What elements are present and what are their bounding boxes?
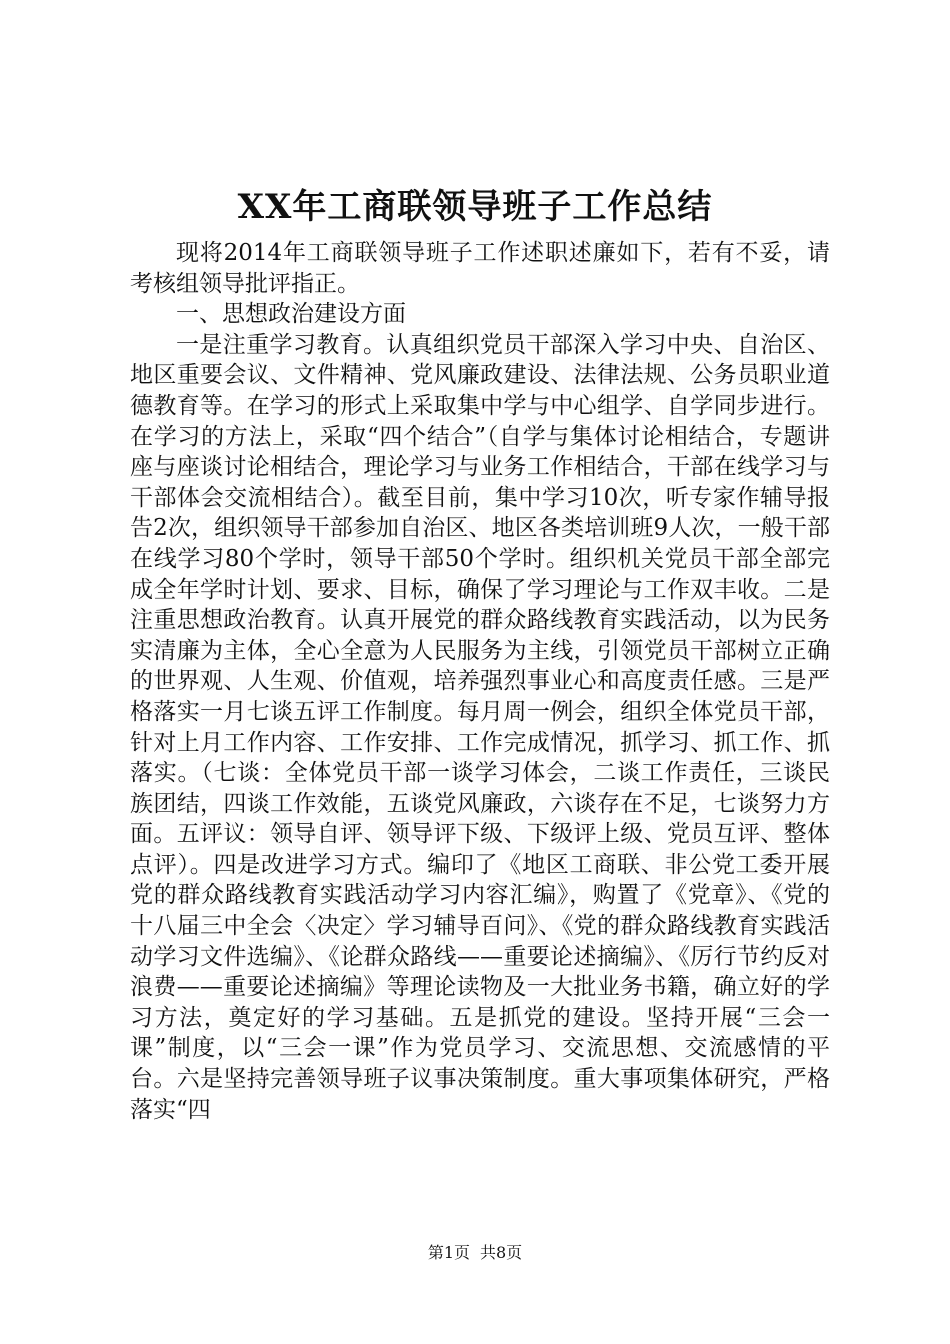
document-title: XX年工商联领导班子工作总结 <box>237 187 713 227</box>
page-number: 第1页 <box>427 1243 470 1262</box>
document-body <box>130 238 830 1125</box>
page-total: 共8页 <box>480 1243 523 1262</box>
body-paragraph: 一是注重学习教育。认真组织党员干部深入学习中央、自治区、地区重要会议、文件精神、党风廉政建设、法律法规、公务员职业道德教育等。在学习的形式上采取集中学与中心组学、自学同步进行。在学习的方法上，采取“四个结合”（自学与集体讨论相结合，专题讲座与座谈讨论相结合，理论学习与业务工作相结合，干部在线学习与干部体会交流相结合）。截至目前，集中学习10次，听专家作辅导报告2次，组织领导干部参加自治区、地区各类培训班9人次，一般干部在线学习80个学时，领导干部50个学时。组织机关党员干部全部完成全年学时计划、要求、目标，确保了学习理论与工作双丰收。二是注重思想政治教育。认真开展党的群众路线教育实践活动，以为民务实清廉为主体，全心全意为人民服务为主线，引领党员干部树立正确的世界观、人生观、价值观，培养强烈事业心和高度责任感。三是严格落实一月七谈五评工作制度。每月周一例会，组织全体党员干部，针对上月工作内容、工作安排、工作完成情况，抓学习、抓工作、抓落实。（七谈：全体党员干部一谈学习体会，二谈工作责任，三谈民族团结，四谈工作效能，五谈党风廉政，六谈存在不足，七谈努力方面。五评议：领导自评、领导评下级、下级评上级、党员互评、整体点评）。四是改进学习方式。编印了《地区工商联、非公党工委开展党的群众路线教育实践活动学习内容汇编》，购置了《党章》、《党的十八届三中全会〈决定〉学习辅导百问》、《党的群众路线教育实践活动学习文件选编》、《论群众路线——重要论述摘编》、《厉行节约反对浪费——重要论述摘编》等理论读物及一大批业务书籍，确立好的学习方法，奠定好的学习基础。五是抓党的建设。坚持开展“三会一课”制度，以“三会一课”作为党员学习、交流思想、交流感情的平台。六是坚持完善领导班子议事决策制度。重大事项集体研究，严格落实“四 <box>130 331 830 1123</box>
intro-paragraph: 现将2014年工商联领导班子工作述职述廉如下，若有不妥，请考核组领导批评指正。 <box>130 240 830 297</box>
section-heading: 一、思想政治建设方面 <box>176 301 406 328</box>
page-footer <box>0 1242 950 1264</box>
